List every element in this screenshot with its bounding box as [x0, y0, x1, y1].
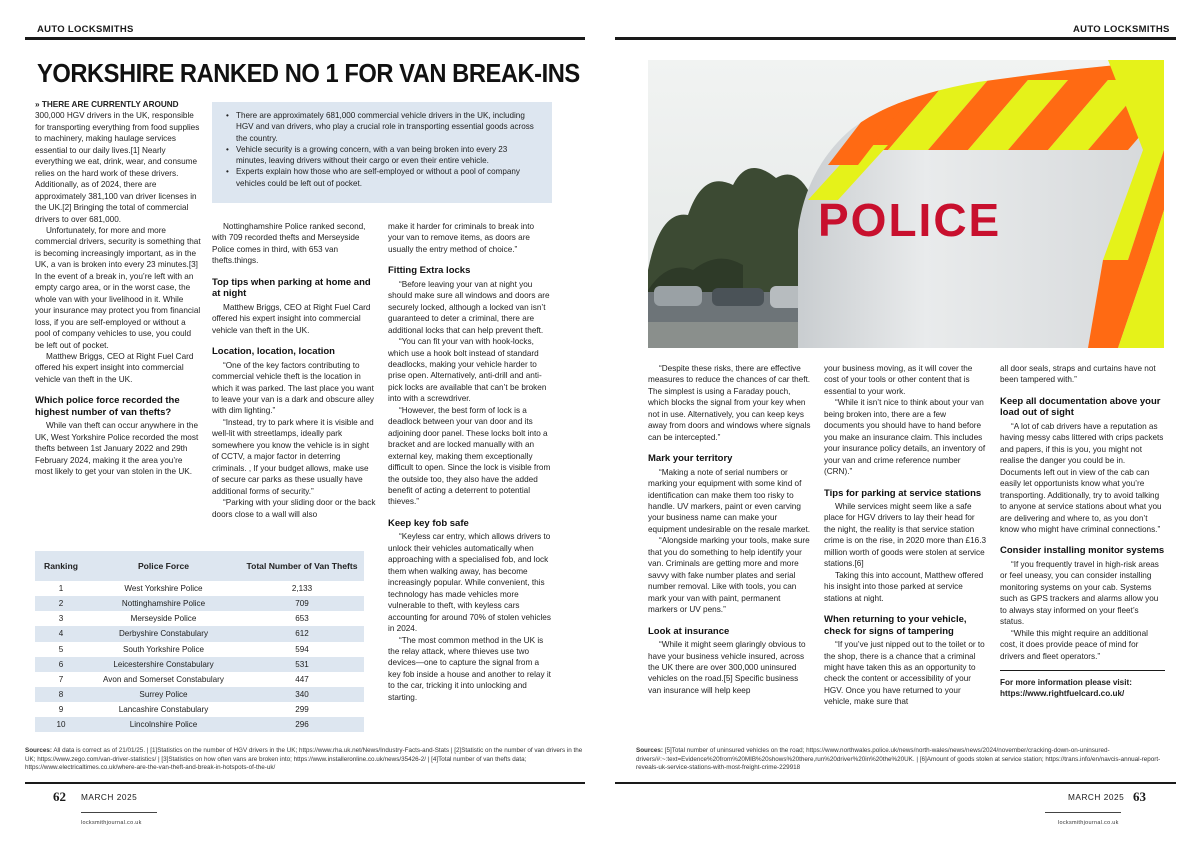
website-left: locksmithjournal.co.uk	[81, 820, 142, 826]
paragraph: 300,000 HGV drivers in the UK, responsible for transporting everything from food supplies to machinery, making haulage services essential to our daily lives.[1] Nearly everything we eat, drink, wear, and consume relies on the hard work of these drivers. Additionally, as of 2024, there are approximately 381,100 van driver licenses in the UK.[2] Bringing the total of commercial drivers to over 681,000.	[35, 111, 200, 224]
paragraph: “If you’ve just nipped out to the toilet or to the shop, there is a chance that a criminal might have taken this as an opportunity to check the content or accessibility of your HGV. Once you have returned to your vehicle, make sure that	[824, 640, 985, 707]
column-2	[212, 221, 376, 520]
paragraph: “Alongside marking your tools, make sure that you do something to help identify your van. Criminals are getting more and more savvy with fake number plates and serial number removal. Like with tools, you can mark your van with paint, permanent markers or UV pens.”	[648, 536, 810, 615]
cell-police-force: West Yorkshire Police	[124, 584, 203, 594]
paragraph: Matthew Briggs, CEO at Right Fuel Card offered his expert insight into commercial vehicle van theft in the UK.	[212, 302, 371, 335]
sources-label: Sources:	[25, 747, 52, 754]
table-row	[35, 611, 364, 626]
summary-box	[212, 102, 552, 203]
cell-police-force: South Yorkshire Police	[123, 644, 204, 654]
footer-small-rule-left	[81, 812, 157, 813]
cell-total: 531	[240, 657, 364, 672]
paragraph: Nottinghamshire Police ranked second, with 709 recorded thefts and Merseyside Police comes in third, with 653 van thefts.things.	[212, 222, 366, 266]
issue-date-right: MARCH 2025	[1068, 792, 1125, 802]
table-row	[35, 672, 364, 687]
cell-police-force: Nottinghamshire Police	[87, 596, 240, 611]
paragraph: your business moving, as it will cover the cost of your tools or other content that is essential to your work.	[824, 364, 973, 396]
table-row	[35, 626, 364, 641]
column-1	[35, 99, 201, 478]
subheading: Top tips when parking at home and at night	[212, 276, 371, 300]
column-header-ranking: Ranking	[35, 551, 87, 581]
paragraph: make it harder for criminals to break into your van to remove items, as doors are usually the entry method of choice.”	[388, 222, 535, 254]
column-header-total: Total Number of Van Thefts	[240, 551, 364, 581]
paragraph: “While this might require an additional cost, it does provide peace of mind for drivers and fleet operators.”	[1000, 628, 1148, 661]
cell-police-force: Lancashire Constabulary	[118, 705, 209, 715]
paragraph: “Making a note of serial numbers or marking your equipment with some kind of identification can make them too risky to handle. UV markers, paint or even carving your business name can make your equipment undesirable on the resale market.	[648, 467, 811, 534]
cell-ranking: 9	[58, 705, 64, 715]
section-tag-right: AUTO LOCKSMITHS	[1073, 24, 1170, 35]
table-row	[35, 702, 364, 717]
column-3	[388, 221, 552, 703]
cell-total: 296	[240, 717, 364, 732]
sources-right	[636, 747, 1166, 773]
police-van-photo	[648, 60, 1164, 348]
divider	[1000, 670, 1165, 671]
cell-ranking: 8	[35, 687, 87, 702]
subheading: Look at insurance	[648, 625, 730, 637]
cell-ranking: 1	[58, 584, 64, 594]
paragraph: “If you frequently travel in high-risk areas or feel uneasy, you can consider installing monitoring systems on your cab. Systems such as GPS trackers and alarms allow you to always stay informed on your fleet’s status.	[1000, 559, 1159, 627]
cell-total: 653	[295, 614, 309, 624]
subheading: When returning to your vehicle, check for signs of tampering	[824, 614, 967, 637]
paragraph: “Before leaving your van at night you should make sure all windows and doors are securely locked, although a locked van isn’t guaranteed to deter a criminal, there are additional locks that can help prevent theft.	[388, 279, 550, 335]
lead-in: » THERE ARE CURRENTLY AROUND	[35, 100, 179, 109]
summary-item: • Experts explain how those who are self-employed or without a pool of company vehicles could be left out of pocket.	[226, 166, 538, 189]
paragraph: “You can fit your van with hook-locks, which use a hook bolt instead of standard deadlocks, making your vehicle harder to prise open. Alternatively, anti-drill and anti-pick locks are available that can’t be broken into with a screwdriver.	[388, 337, 547, 404]
cell-ranking: 6	[35, 657, 87, 672]
cell-total: 594	[295, 644, 309, 654]
cell-ranking: 3	[58, 614, 64, 624]
footer-small-rule-right	[1045, 812, 1121, 813]
paragraph: “A lot of cab drivers have a reputation as having messy cabs littered with crips packets and papers, if this is you, you might not realise the danger you could be in. Documents left out in view of the cab can easily let opportunists know what you’re transporting. Additionally, try to avoid talking to anyone at service stations about what you are delivering and where to, as you don’t know who might have criminal connections.”	[1000, 421, 1164, 534]
van-theft-table	[35, 551, 364, 732]
paragraph: “The most common method in the UK is the relay attack, where thieves use two devices—one to capture the signal from a key fob inside a house and another to relay it to the car, tricking it into unlocking and starting.	[388, 635, 551, 702]
subheading: Location, location, location	[212, 346, 335, 358]
cell-police-force: Lincolnshire Police	[87, 717, 240, 732]
police-van-image	[648, 60, 1164, 348]
paragraph: “Instead, try to park where it is visible and well-lit with streetlamps, ideally park somewhere you know the vehicle is in sight of CCTV, a major factor in deterring criminals. , If your budget allows, make use of secure car parks as these usually have additional forms of security.”	[212, 417, 374, 496]
table-row	[35, 642, 364, 657]
paragraph: “While it isn’t nice to think about your van being broken into, there are a few documents you should have to hand before you make an insurance claim. This includes your insurance policy details, an inventory of your van and crime reference number (CRN).”	[824, 398, 986, 477]
cell-police-force: Leicestershire Constabulary	[87, 657, 240, 672]
column-6	[1000, 363, 1165, 700]
table-header-row	[35, 551, 364, 581]
cell-total: 340	[240, 687, 364, 702]
paragraph: Matthew Briggs, CEO at Right Fuel Card offered his expert insight into commercial vehicle van theft in the UK.	[35, 351, 194, 384]
website-right: locksmithjournal.co.uk	[1058, 820, 1119, 826]
cell-police-force: Surrey Police	[87, 687, 240, 702]
subheading: Mark your territory	[648, 453, 733, 465]
column-5	[824, 363, 988, 708]
cell-total: 612	[240, 626, 364, 641]
more-info-link[interactable]: For more information please visit: https://www.rightfuelcard.co.uk/	[1000, 678, 1132, 699]
paragraph: “One of the key factors contributing to commercial vehicle theft is the location in which it was parked. The last place you want to leave your van is a dark and obscure alley with dim lighting.”	[212, 360, 375, 416]
page-number-right: 63	[1133, 789, 1146, 804]
sources-left	[25, 747, 585, 773]
cell-total: 709	[240, 596, 364, 611]
cell-total: 2,133	[291, 584, 313, 594]
subheading: Which police force recorded the highest number of van thefts?	[35, 395, 180, 418]
cell-ranking: 7	[58, 674, 64, 684]
subheading: Fitting Extra locks	[388, 265, 471, 277]
article-headline: YORKSHIRE RANKED NO 1 FOR VAN BREAK-INS	[37, 60, 580, 88]
table-row	[35, 596, 364, 611]
paragraph: While van theft can occur anywhere in the UK, West Yorkshire Police recorded the most thefts between 1st January 2022 and 29th February 2024, making it the area you’re most likely to get your van stolen in the UK.	[35, 421, 199, 477]
paragraph: “Parking with your sliding door or the back doors close to a wall will also	[212, 498, 376, 519]
table-row	[35, 717, 364, 732]
cell-ranking: 4	[35, 626, 87, 641]
issue-date-left: MARCH 2025	[81, 792, 138, 802]
subheading: Keep key fob safe	[388, 517, 469, 529]
cell-ranking: 5	[58, 644, 64, 654]
table-row	[35, 581, 364, 596]
subheading: Tips for parking at service stations	[824, 487, 982, 499]
summary-item: • Vehicle security is a growing concern, with a van being broken into every 23 minutes, leaving drivers without their cargo or even their entire vehicle.	[226, 144, 538, 167]
section-tag-left: AUTO LOCKSMITHS	[37, 24, 134, 35]
paragraph: “While it might seem glaringly obvious to have your business vehicle insured, across the UK there are over 300,000 uninsured vehicles on the road.[5] Specific business van insurance will help keep	[648, 640, 806, 695]
sources-text: [5]Total number of uninsured vehicles on the road; https://www.northwales.police.uk/news/north-wales/news/news/2024/november/cracking-down-on-uninsured-drivers/#:~:text=Evidence%20from%20MIB%20shows%20there,run%20driver%20in%20the%20UK. | [6]Amount of goods stolen at service station; https://trans.info/en/navcis-annual-report-reveals-uk-service-stations-with-most-freight-crime-229918	[636, 747, 1161, 772]
paragraph: Taking this into account, Matthew offered his insight into those parked at service stations at night.	[824, 570, 984, 603]
cell-ranking: 10	[35, 717, 87, 732]
header-rule-right	[615, 37, 1176, 40]
paragraph: Unfortunately, for more and more commercial drivers, security is something that is becoming increasingly important, as in the UK, a van is broken into every 23 minutes.[3] In the event of a break in, you’re left with an empty cargo area, or in the worst case, the whole van with your livelihood in it. While your insurance may protect you from financial loss, if you are self-employed or without a pool of company vehicles to use, you could be left out of pocket.	[35, 225, 201, 350]
paragraph: “However, the best form of lock is a deadlock between your van door and its adjoining door panel. These locks bolt into a bracket and are locked manually with an external key, making them exceptionally difficult to open. Since the lock is visible from the outside too, they also have the added benefit of acting a deterrent to potential thieves.”	[388, 405, 551, 507]
paragraph: “Keyless car entry, which allows drivers to unlock their vehicles automatically when approaching with a specialised fob, and lock them when walking away, has become increasingly popular. While convenient, this technology has made vehicles more vulnerable to theft, with keyless cars accounting for around 70% of stolen vehicles in 2024.	[388, 532, 551, 634]
column-header-police-force: Police Force	[87, 551, 240, 581]
sources-label: Sources:	[636, 747, 663, 754]
subheading: Keep all documentation above your load out of sight	[1000, 395, 1161, 419]
cell-ranking: 2	[35, 596, 87, 611]
police-lettering: POLICE	[818, 194, 1002, 246]
cell-total: 299	[295, 705, 309, 715]
footer-rule-right	[615, 782, 1176, 784]
paragraph: “Despite these risks, there are effective measures to reduce the chances of car theft. The simplest is using a Faraday pouch, which blocks the signal from your key when not in use. Alternatively, you can keep keys away from doors and windows where signals can be intercepted.”	[648, 364, 811, 442]
subheading: Consider installing monitor systems	[1000, 545, 1165, 557]
paragraph: all door seals, straps and curtains have not been tampered with.”	[1000, 364, 1156, 385]
header-rule-left	[25, 37, 585, 40]
summary-item: • There are approximately 681,000 commercial vehicle drivers in the UK, including HGV and van drivers, who play a crucial role in transporting essential goods across the country.	[226, 110, 538, 144]
cell-total: 447	[295, 674, 309, 684]
column-4	[648, 363, 812, 696]
cell-police-force: Avon and Somerset Constabulary	[103, 674, 224, 684]
paragraph: While services might seem like a safe place for HGV drivers to lay their head for the night, the reality is that service station crime is on the rise, in 2020 more than £16.3 million worth of goods were stolen at service stations.[6]	[824, 502, 987, 569]
page-number-left: 62	[53, 789, 66, 804]
table-row	[35, 657, 364, 672]
sources-text: All data is correct as of 21/01/25. | [1]Statistics on the number of HGV drivers in the UK; https://www.rha.uk.net/News/Industry-Facts-and-Stats | [2]Statistic on the number of van drivers in the UK; https://www.zego.com/van-driver-statistics/ | [3]Statistics on how often vans are broken into; https://www.installeronline.co.uk/news/35426-2/ | [4]Total number of van thefts data; https://www.electricaltimes.co.uk/where-are-the-van-theft-and-break-in-hotspots-of-the-uk/	[25, 747, 583, 772]
footer-rule-left	[25, 782, 585, 784]
cell-police-force: Merseyside Police	[130, 614, 197, 624]
table-row	[35, 687, 364, 702]
cell-police-force: Derbyshire Constabulary	[87, 626, 240, 641]
